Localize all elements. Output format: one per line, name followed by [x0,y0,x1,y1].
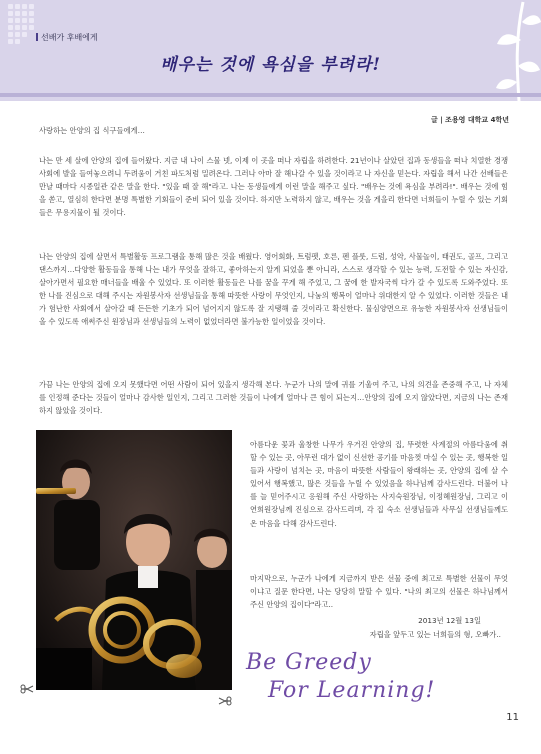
decorative-dot-grid [8,4,34,48]
letter-date: 2013년 12월 13일 [418,616,481,625]
letter-signature: 자립을 앞두고 있는 너희들의 형, 오빠가.. [369,630,501,639]
author-byline: 글 | 조용영 대학교 4학년 [430,116,509,124]
orchestra-photo [36,430,232,690]
scissors-icon [20,684,34,694]
slogan-line-2: For Learning! [268,678,436,703]
header-stripe [0,93,541,97]
letter-paragraph-1: 나는 만 세 살에 안양의 집에 들어왔다. 지금 내 나이 스물 넷, 이제 이 곳을 떠나 자립을 하려한다. 21년이나 살았던 집과 동생들을 떠나 치열한 경쟁사회에 발을 들여놓으려니 두려움이 거친 파도처럼 밀려온다. 그러나 아마 잘 해나갈 수 있을 것이라고 나 자신을 믿는다. 자립을 해서 나간 선배들은 만날 때마다 시종일관 같은 말을 한다. "있을 때 잘 해"라고. 나는 동생들에게 이런 말을 해주고 싶다. "배우는 것에 욕심을 부려라!". 배우는 것에 힘을 쏟고, 열심히 한다면 분명 특별한 기회들이 준비 되어 있을 것이다. 하지만 노력하지 않고, 배우는 것을 게을리 한다면 너희들이 누릴 수 있는 기회들은 무용지물이 될 것이다. [39,156,508,218]
letter-greeting: 사랑하는 안양의 집 식구들에게… [39,126,145,135]
letter-paragraph-4: 아름다운 꽃과 울창한 나무가 우거진 안양의 집, 뚜렷한 사계절의 아름다움에 취할 수 있는 곳, 아무런 대가 없이 신선한 공기를 마음껏 마실 수 있는 곳, 행복한 일들과 사랑이 넘치는 곳, 마음이 따뜻한 사람들이 왕래하는 곳, 안양의 집에 살 수 있어서 행복했고, 많은 것들을 누릴 수 있었음을 하나님께 감사드린다. 더불어 나를 늘 믿어주시고 응원해 주신 사랑하는 사지숙원장님, 이정혜원장님, 그리고 이연희원장님께 진심으로 감사드리며, 각 집 숙소 선생님들과 사무실 선생님들께도 온 마음을 다해 감사드린다. [250,440,508,528]
scissors-icon [218,696,232,706]
page-title: 배우는 것에 욕심을 부려라! [160,55,381,75]
page-number: 11 [506,712,519,723]
letter-paragraph-2: 나는 안양의 집에 살면서 특별활동 프로그램을 통해 많은 것을 배웠다. 영어회화, 트럼펫, 호른, 펜 플룻, 드럼, 성악, 사물놀이, 태권도, 골프, 그리고 댄스까지…다양한 활동들을 통해 나는 내가 무엇을 잘하고, 좋아하는지 알게 되었을 뿐 아니라, 스스로 생각할 수 있는 능력, 도전할 수 있는 자신감, 살아가면서 필요한 매너들을 배울 수 있었다. 또 이러한 활동들은 나를 꿈을 꾸게 해 주었고, 그 꿈에 한 발자국씩 다가 갈 수 있도록 도와주었다. 또한 나를 진심으로 대해 주시는 자원봉사자 선생님들을 통해 따뜻한 사랑이 무엇인지, 나눔의 행복이 얼마나 위대한지 알 수 있었다. 이러한 것들은 내가 험난한 사회에서 살아갈 때 든든한 기초가 되어 넘어지지 않도록 잘 지탱해 줄 것이라고 확신한다. 물심양면으로 유능한 자원봉사자 선생님들이 올 수 있도록 애써주신 원장님과 선생님들의 노력이 없었더라면 불가능한 일이었을 것이다. [39,252,508,327]
section-tag: 선배가 후배에게 [36,32,98,43]
slogan-line-1: Be Greedy [246,650,372,675]
letter-paragraph-5: 마지막으로, 누군가 나에게 지금까지 받은 선물 중에 최고로 특별한 선물이 무엇이냐고 질문 한다면, 나는 당당히 말할 수 있다. "나의 최고의 선물은 하나님께서 주신 안양의 집이다"라고.. [250,574,508,610]
letter-paragraph-3: 가끔 나는 안양의 집에 오지 못했다면 어떤 사람이 되어 있을지 생각해 본다. 누군가 나의 말에 귀를 기울여 주고, 나의 의견을 존중해 주고, 나 자체를 인정해 준다는 것들이 얼마나 감사한 일인지, 그리고 그러한 것들이 나에게 얼마나 큰 힘이 되는지…안양의 집에 오지 않았다면, 지금의 나는 존재하지 않았을 것이다. [39,380,508,416]
